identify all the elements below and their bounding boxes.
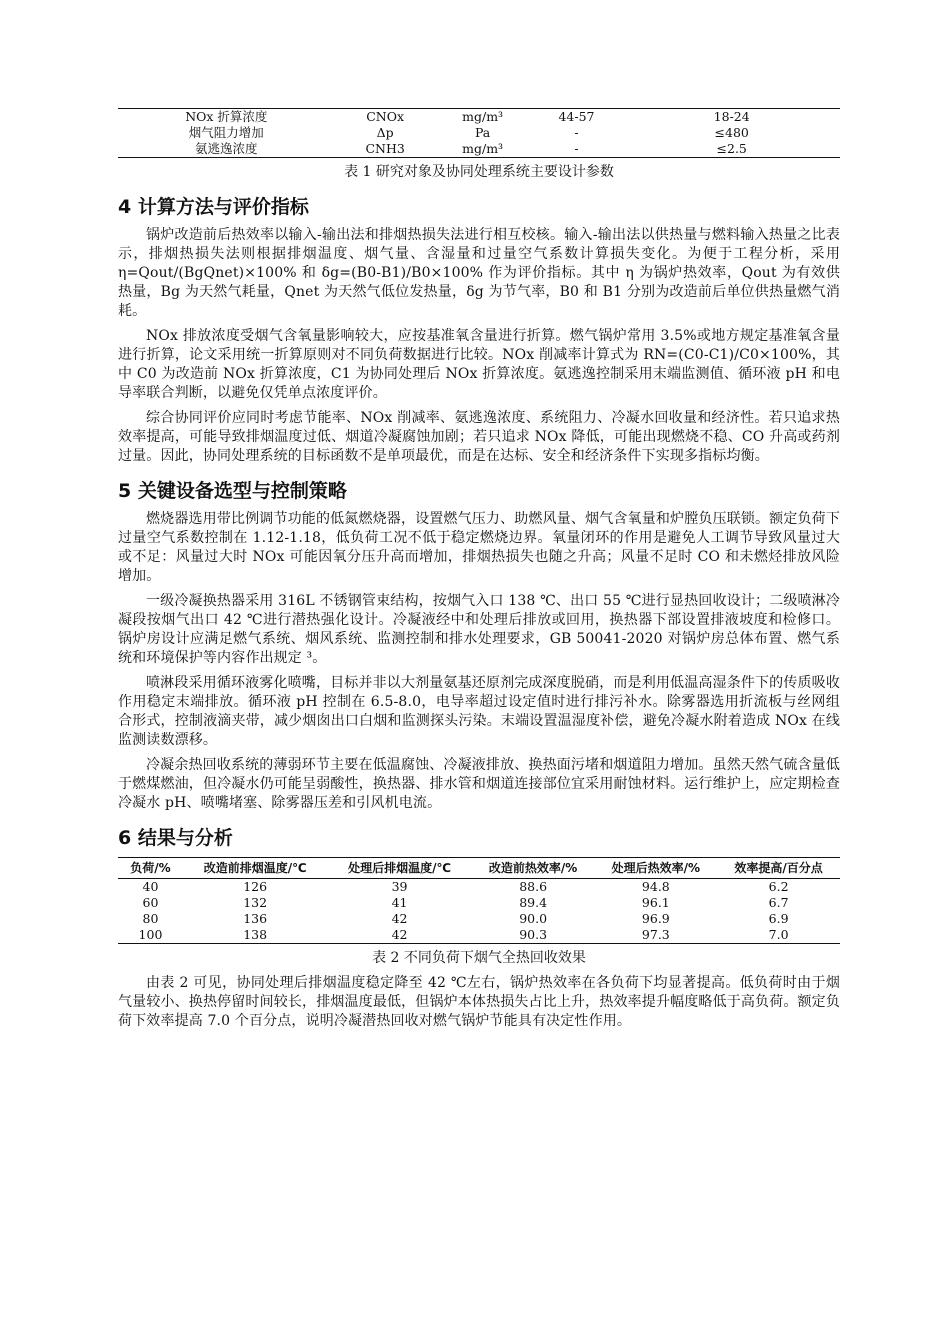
section-6-heading: 6 结果与分析 (118, 827, 233, 849)
table-cell: 40 (142, 879, 159, 894)
section-5-paragraph: 燃烧器选用带比例调节功能的低氮燃烧器，设置燃气压力、助燃风量、烟气含氧量和炉膛负压联锁。额定负荷下过量空气系数控制在 1.12-1.18，低负荷工况不低于稳定燃烧边界。氧量闭环的作用是避免人工调节导致风量过大或不足：风量过大时 NOx 可能因氧分压升高而增加，排烟热损失也随之升高；风量不足时 CO 和未燃烃排放风险增加。 (118, 511, 840, 584)
column-header: 处理后热效率/% (594, 858, 717, 879)
section-5-paragraph: 冷凝余热回收系统的薄弱环节主要在低温腐蚀、冷凝液排放、换热面污堵和烟道阻力增加。虽然天然气硫含量低于燃煤燃油，但冷凝水仍可能呈弱酸性，换热器、排水管和烟道连接部位宜采用耐蚀材料。运行维护上，应定期检查冷凝水 pH、喷嘴堵塞、除雾器压差和引风机电流。 (118, 757, 840, 811)
column-header: 改造前热效率/% (472, 858, 595, 879)
section-5-paragraph: 喷淋段采用循环液雾化喷嘴，目标并非以大剂量氨基还原剂完成深度脱硝，而是利用低温高湿条件下的传质吸收作用稳定末端排放。循环液 pH 控制在 6.5-8.0，电导率超过设定值时进行排污补水。除雾器选用折流板与丝网组合形式，控制液滴夹带，减少烟囱出口白烟和监测探头污染。末端设置温湿度补偿，避免冷凝水附着造成 NOx 在线监测读数漂移。 (118, 675, 840, 748)
table-cell: mg/m³ (436, 141, 530, 158)
column-header: 处理后排烟温度/℃ (327, 858, 471, 879)
table-cell: CNH3 (335, 141, 436, 158)
table-cell: 126 (243, 879, 268, 894)
table-cell: ≤480 (714, 125, 749, 140)
table-cell: 6.2 (768, 879, 789, 894)
table-cell: 18-24 (623, 109, 840, 126)
table-row (118, 911, 840, 927)
table-2-caption: 表 2 不同负荷下烟气全热回收效果 (372, 950, 586, 966)
table-cell: 烟气阻力增加 (188, 125, 264, 140)
table-cell: 100 (118, 927, 183, 944)
table-cell: CNOx (335, 109, 436, 126)
table-2 (118, 857, 840, 944)
table-cell: 88.6 (519, 879, 548, 894)
section-6-paragraph: 由表 2 可见，协同处理后排烟温度稳定降至 42 ℃左右，锅炉热效率在各负荷下均显著提高。低负荷时由于烟气量较小、换热停留时间较长，排烟温度最低，但锅炉本体热损失占比上升，热效率提升幅度略低于高负荷。额定负荷下效率提高 7.0 个百分点，说明冷凝潜热回收对燃气锅炉节能具有决定性作用。 (118, 975, 840, 1029)
table-1 (118, 108, 840, 158)
table-cell: Δp (376, 125, 394, 140)
table-cell: mg/m³ (436, 109, 530, 126)
table-cell: 96.9 (641, 911, 670, 926)
table-cell: 42 (327, 927, 471, 944)
table-cell: 89.4 (519, 895, 548, 910)
table-cell: ≤2.5 (623, 141, 840, 158)
table-cell: - (574, 125, 579, 140)
table-cell: 97.3 (594, 927, 717, 944)
section-4-paragraph: 综合协同评价应同时考虑节能率、NOx 削减率、氨逃逸浓度、系统阻力、冷凝水回收量和经济性。若只追求热效率提高，可能导致排烟温度过低、烟道冷凝腐蚀加剧；若只追求 NOx 降低，可能出现燃烧不稳、CO 升高或药剂过量。因此，协同处理系统的目标函数不是单项最优，而是在达标、安全和经济条件下实现多指标均衡。 (118, 410, 840, 464)
section-4-paragraph: NOx 排放浓度受烟气含氧量影响较大，应按基准氧含量进行折算。燃气锅炉常用 3.5%或地方规定基准氧含量进行折算，论文采用统一折算原则对不同负荷数据进行比较。NOx 削减率计算式为 RN=(C0-C1)/C0×100%，其中 C0 为改造前 NOx 折算浓度，C1 为协同处理后 NOx 折算浓度。氨逃逸控制采用末端监测值、循环液 pH 和电导率联合判断，以避免仅凭单点浓度评价。 (118, 328, 840, 401)
table-cell: - (530, 141, 624, 158)
table-cell: NOx 折算浓度 (118, 109, 335, 126)
table-cell: 90.0 (519, 911, 548, 926)
table-header-row (118, 858, 840, 879)
table-cell: Pa (474, 125, 491, 140)
section-4-heading: 4 计算方法与评价指标 (118, 196, 309, 218)
table-cell: 44-57 (530, 109, 624, 126)
table-row (118, 141, 840, 158)
table-cell: 41 (391, 895, 408, 910)
table-cell: 42 (391, 911, 408, 926)
table-cell: 氨逃逸浓度 (118, 141, 335, 158)
table-cell: 136 (243, 911, 268, 926)
table-row (118, 927, 840, 944)
table-row (118, 895, 840, 911)
table-cell: 138 (183, 927, 327, 944)
table-row (118, 109, 840, 126)
table-cell: 6.7 (768, 895, 789, 910)
table-cell: 132 (243, 895, 268, 910)
table-cell: 94.8 (641, 879, 670, 894)
table-row (118, 879, 840, 896)
section-4-paragraph: 锅炉改造前后热效率以输入-输出法和排烟热损失法进行相互校核。输入-输出法以供热量与燃料输入热量之比表示，排烟热损失法则根据排烟温度、烟气量、含湿量和过量空气系数计算损失变化。为便于工程分析，采用 η=Qout/(BgQnet)×100% 和 δg=(B0-B1)/B0×100% 作为评价指标。其中 η 为锅炉热效率，Qout 为有效供热量，Bg 为天然气耗量，Qnet 为天然气低位发热量，δg 为节气率，B0 和 B1 分别为改造前后单位供热量燃气消耗。 (118, 227, 840, 319)
section-5-heading: 5 关键设备选型与控制策略 (118, 480, 347, 502)
table-cell: 60 (142, 895, 159, 910)
table-cell: 6.9 (768, 911, 789, 926)
column-header: 负荷/% (118, 858, 183, 879)
table-cell: 80 (142, 911, 159, 926)
column-header: 效率提高/百分点 (717, 858, 840, 879)
table-cell: 39 (391, 879, 408, 894)
column-header: 改造前排烟温度/℃ (183, 858, 327, 879)
table-1-caption: 表 1 研究对象及协同处理系统主要设计参数 (344, 164, 614, 180)
page-body (118, 108, 840, 1037)
section-5-paragraph: 一级冷凝换热器采用 316L 不锈钢管束结构，按烟气入口 138 ℃、出口 55 ℃进行显热回收设计；二级喷淋冷凝段按烟气出口 42 ℃进行潜热强化设计。冷凝液经中和处理后排放或回用，换热器下部设置排液坡度和检修口。锅炉房设计应满足燃气系统、烟风系统、监测控制和排水处理要求，GB 50041-2020 对锅炉房总体布置、燃气系统和环境保护等内容作出规定 ³。 (118, 593, 840, 666)
table-cell: 7.0 (717, 927, 840, 944)
table-row (118, 125, 840, 141)
table-cell: 96.1 (641, 895, 670, 910)
table-cell: 90.3 (472, 927, 595, 944)
